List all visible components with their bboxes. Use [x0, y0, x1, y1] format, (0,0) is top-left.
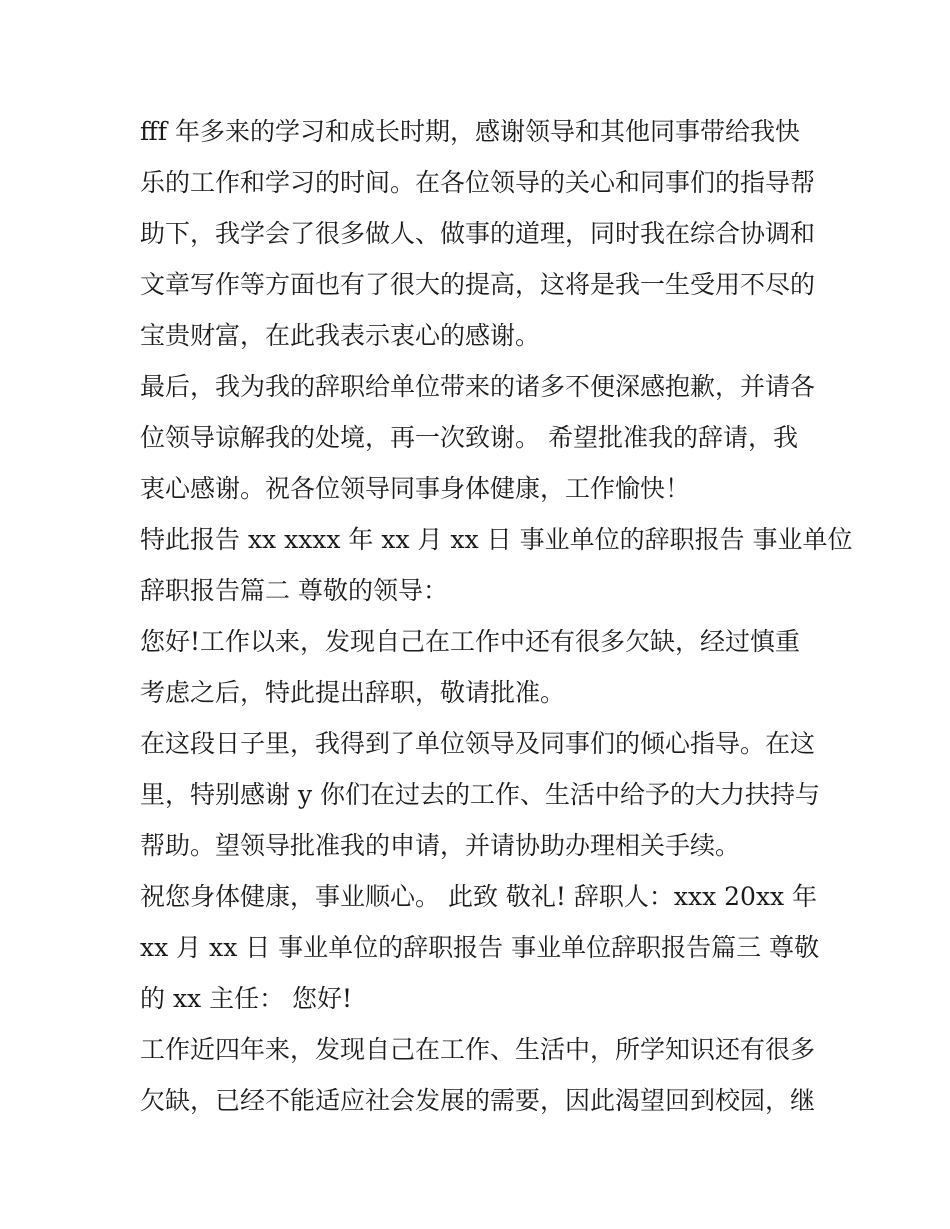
- text-line: 帮助。望领导批准我的申请，并请协助办理相关手续。: [140, 831, 741, 860]
- text-line: 在这段日子里，我得到了单位领导及同事们的倾心指导。在这: [140, 729, 816, 758]
- paragraph-5: [140, 718, 820, 871]
- text-line: 辞职报告篇二 尊敬的领导：: [140, 576, 448, 605]
- paragraph-6: [140, 871, 820, 1024]
- text-line: 文章写作等方面也有了很大的提高，这将是我一生受用不尽的: [140, 270, 816, 299]
- text-line: 里，特别感谢 y 你们在过去的工作、生活中给予的大力扶持与: [140, 780, 821, 809]
- paragraph-1: [140, 106, 820, 361]
- text-line: 助下，我学会了很多做人、做事的道理，同时我在综合协调和: [140, 219, 816, 248]
- text-line: 的 xx 主任： 您好!: [140, 984, 353, 1013]
- text-line: 工作近四年来，发现自己在工作、生活中，所学知识还有很多: [140, 1035, 816, 1064]
- text-line: 您好!工作以来，发现自己在工作中还有很多欠缺，经过慎重: [140, 627, 801, 656]
- text-line: 特此报告 xx xxxx 年 xx 月 xx 日 事业单位的辞职报告 事业单位: [140, 525, 853, 554]
- paragraph-4: [140, 616, 820, 718]
- text-line: 最后，我为我的辞职给单位带来的诸多不便深感抱歉，并请各: [140, 372, 816, 401]
- text-line: fff 年多来的学习和成长时期，感谢领导和其他同事带给我快: [140, 117, 800, 146]
- text-line: 宝贵财富，在此我表示衷心的感谢。: [140, 321, 541, 350]
- paragraph-7: [140, 1024, 820, 1126]
- text-line: xx 月 xx 日 事业单位的辞职报告 事业单位辞职报告篇三 尊敬: [140, 933, 820, 962]
- text-line: 衷心感谢。祝各位领导同事身体健康，工作愉快！: [140, 474, 691, 503]
- text-line: 位领导谅解我的处境，再一次致谢。 希望批准我的辞请，我: [140, 423, 798, 452]
- paragraph-3: [140, 514, 853, 616]
- text-line: 乐的工作和学习的时间。在各位领导的关心和同事们的指导帮: [140, 168, 816, 197]
- text-line: 欠缺，已经不能适应社会发展的需要，因此渴望回到校园，继: [140, 1086, 816, 1115]
- text-line: 考虑之后，特此提出辞职，敬请批准。: [140, 678, 566, 707]
- document-body: [140, 106, 853, 1126]
- paragraph-2: [140, 361, 820, 514]
- text-line: 祝您身体健康，事业顺心。 此致 敬礼! 辞职人：xxx 20xx 年: [140, 882, 818, 911]
